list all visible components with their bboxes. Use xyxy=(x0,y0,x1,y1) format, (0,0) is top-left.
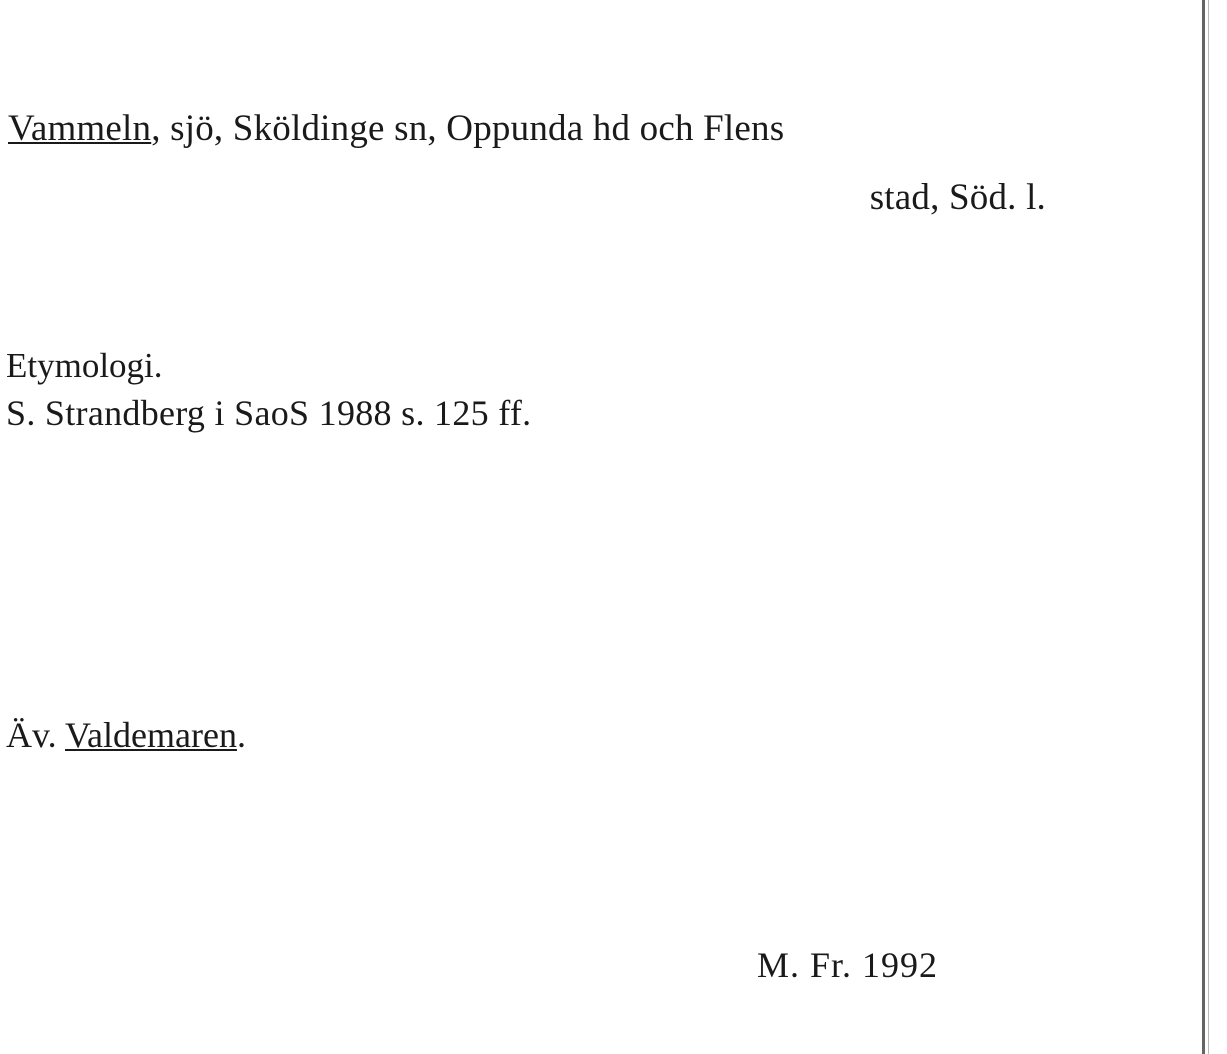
headword-continuation-line xyxy=(8,173,1068,223)
page-right-border-rule-secondary xyxy=(1208,0,1209,1054)
signature-line: M. Fr. 1992 xyxy=(756,945,938,985)
cross-reference-prefix: Äv. xyxy=(6,715,57,755)
etymology-block xyxy=(6,344,1006,436)
headword-line xyxy=(8,104,1068,154)
headword-continuation: stad, Söd. l. xyxy=(869,177,1046,218)
cross-reference-suffix: . xyxy=(236,715,246,755)
headword-description: , sjö, Sköldinge sn, Oppunda hd och Flens xyxy=(151,108,785,149)
etymology-label: Etymologi. xyxy=(6,346,163,385)
headword: Vammeln xyxy=(8,108,152,149)
cross-reference-block xyxy=(6,712,246,758)
etymology-reference: S. Strandberg i SaoS 1988 s. 125 ff. xyxy=(6,393,532,433)
page-right-border-rule xyxy=(1202,0,1205,1054)
cross-reference-target: Valdemaren xyxy=(65,715,237,755)
headword-block xyxy=(8,104,1068,223)
